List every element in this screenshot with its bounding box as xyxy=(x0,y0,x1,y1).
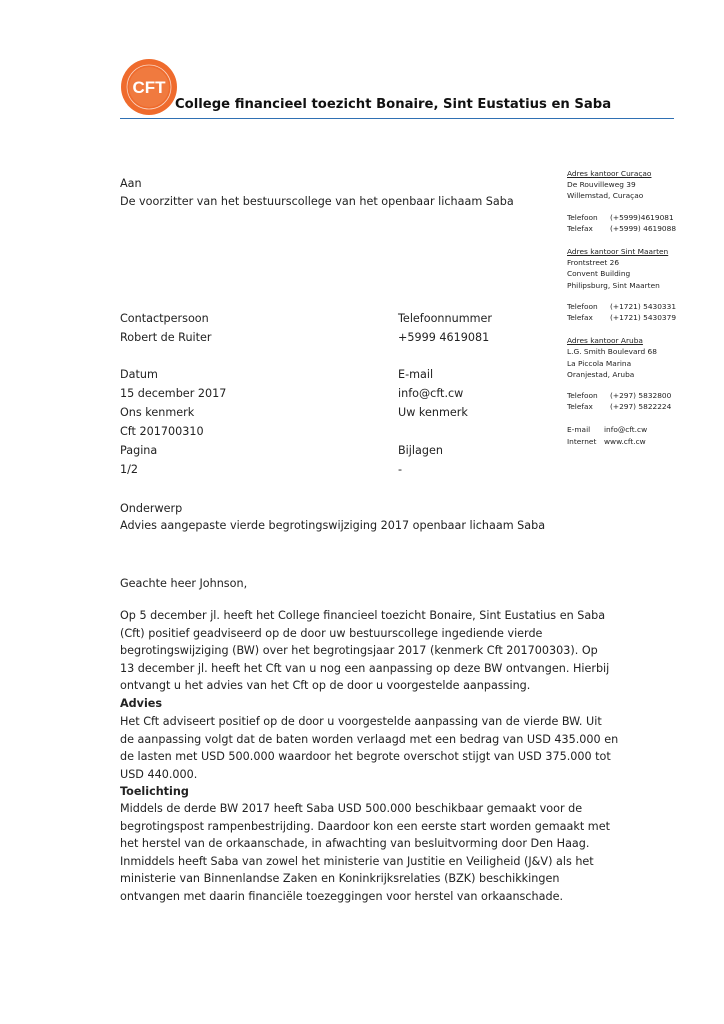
advies-heading: Advies xyxy=(120,697,163,710)
email-value: info@cft.cw xyxy=(398,387,464,400)
text-line: begrotingswijziging (BW) over het begrotingsjaar 2017 (kenmerk Cft 201700303). Op xyxy=(120,644,598,658)
office-addresses xyxy=(567,168,707,447)
paragraph-intro xyxy=(120,607,610,695)
text-line: Inmiddels heeft Saba van zowel het ministerie van Justitie en Veiligheid (J&V) als het xyxy=(120,854,594,868)
phone-label: Telefoonnummer xyxy=(398,312,492,325)
office-aruba-tel: Telefoon (+297) 5832800 xyxy=(567,391,672,401)
office-sxm-fax: Telefax (+1721) 5430379 xyxy=(567,313,677,323)
phone-value: +5999 4619081 xyxy=(398,331,490,344)
our-ref-value: Cft 201700310 xyxy=(120,425,204,438)
office-sxm-title: Adres kantoor Sint Maarten xyxy=(567,247,669,257)
toelichting-heading: Toelichting xyxy=(120,785,189,798)
our-ref-label: Ons kenmerk xyxy=(120,406,195,419)
text-line: ministerie van Binnenlandse Zaken en Koninkrijksrelaties (BZK) beschikkingen xyxy=(120,872,560,886)
contact-label: Contactpersoon xyxy=(120,312,209,325)
office-curacao-line: De Rouvilleweg 39 xyxy=(567,180,636,190)
subject-value: Advies aangepaste vierde begrotingswijziging 2017 openbaar lichaam Saba xyxy=(120,519,546,532)
text-line: Het Cft adviseert positief op de door u voorgestelde aanpassing van de vierde BW. Uit xyxy=(120,715,602,728)
text-line: begrotingspost rampenbestrijding. Daardoor kon een eerste start worden gemaakt met xyxy=(120,819,610,833)
your-ref-label: Uw kenmerk xyxy=(398,406,468,419)
office-curacao-fax: Telefax (+5999) 4619088 xyxy=(567,223,677,233)
recipient: De voorzitter van het bestuurscollege van het openbaar lichaam Saba xyxy=(120,195,514,208)
text-line: de lasten met USD 500.000 waardoor het begrote overschot stijgt van USD 375.000 tot xyxy=(120,750,611,764)
office-aruba-line: La Piccola Marina xyxy=(567,358,632,368)
text-line: de aanpassing volgt dat de baten worden verlaagd met een bedrag van USD 435.000 en xyxy=(120,732,619,746)
subject-label: Onderwerp xyxy=(120,502,183,515)
salutation: Geachte heer Johnson, xyxy=(120,577,248,590)
office-aruba-line: Oranjestad, Aruba xyxy=(567,369,635,379)
page-label: Pagina xyxy=(120,444,158,457)
attachments-label: Bijlagen xyxy=(398,444,443,457)
office-aruba-fax: Telefax (+297) 5822224 xyxy=(567,402,672,412)
office-curacao-line: Willemstad, Curaçao xyxy=(567,191,644,201)
address-label: Aan xyxy=(120,177,142,190)
text-line: het herstel van de orkaanschade, in afwachting van besluitvorming door Den Haag. xyxy=(120,837,590,851)
org-name: College financieel toezicht Bonaire, Sint Eustatius en Saba xyxy=(175,97,612,112)
office-curacao-tel: Telefoon (+5999)4619081 xyxy=(567,212,674,222)
date-value: 15 december 2017 xyxy=(120,387,227,400)
header-rule xyxy=(120,118,674,119)
office-aruba-title: Adres kantoor Aruba xyxy=(567,336,643,346)
text-line: Middels de derde BW 2017 heeft Saba USD 500.000 beschikbaar gemaakt voor de xyxy=(120,802,583,815)
cft-logo xyxy=(120,58,178,116)
date-label: Datum xyxy=(120,368,158,381)
office-aruba-line: L.G. Smith Boulevard 68 xyxy=(567,347,657,357)
paragraph-advies xyxy=(120,713,619,783)
office-sxm-line: Convent Building xyxy=(567,269,631,279)
office-sxm-line: Philipsburg, Sint Maarten xyxy=(567,280,660,290)
text-line: USD 440.000. xyxy=(120,767,198,781)
paragraph-toelichting xyxy=(120,800,610,906)
office-sxm-tel: Telefoon (+1721) 5430331 xyxy=(567,301,677,311)
contact-value: Robert de Ruiter xyxy=(120,331,212,344)
office-sxm-line: Frontstreet 26 xyxy=(567,258,620,268)
attachments-value: - xyxy=(398,463,403,476)
page-value: 1/2 xyxy=(120,463,139,476)
text-line: Op 5 december jl. heeft het College financieel toezicht Bonaire, Sint Eustatius en Saba xyxy=(120,609,606,622)
text-line: (Cft) positief geadviseerd op de door uw bestuurscollege ingediende vierde xyxy=(120,626,543,640)
office-website: Internet www.cft.cw xyxy=(567,436,646,446)
email-label: E-mail xyxy=(398,368,434,381)
office-curacao-title: Adres kantoor Curaçao xyxy=(567,169,652,178)
logo-text: CFT xyxy=(132,78,166,97)
text-line: 13 december jl. heeft het Cft van u nog een aanpassing op deze BW ontvangen. Hierbij xyxy=(120,661,610,675)
text-line: ontvangt u het advies van het Cft op de door u voorgestelde aanpassing. xyxy=(120,679,531,693)
text-line: ontvangen met daarin financiële toezeggingen voor herstel van orkaanschade. xyxy=(120,889,564,903)
office-email: E-mail info@cft.cw xyxy=(567,425,648,435)
